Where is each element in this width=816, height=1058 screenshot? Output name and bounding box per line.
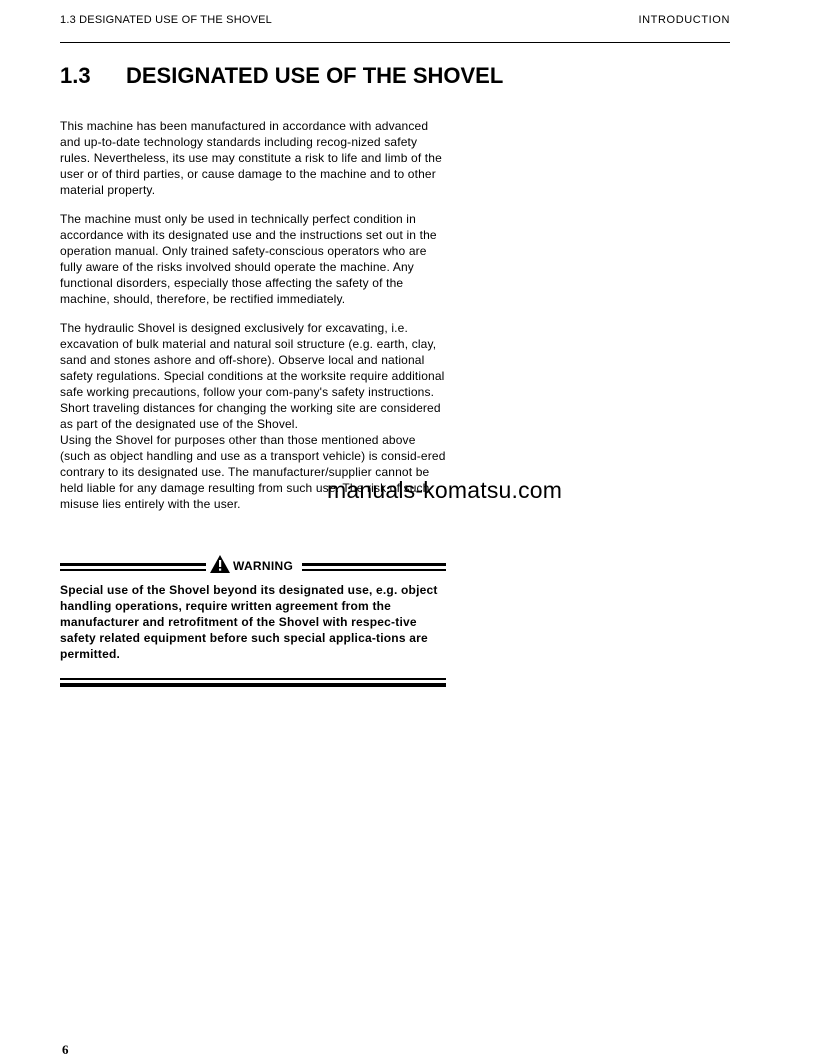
warning-rule-right bbox=[302, 563, 446, 573]
warning-text: Special use of the Shovel beyond its designated use, e.g. object handling operations, require written agreement from the manufacturer and retrofitment of the Shovel with respec-tive safety related equipment before such special applica-tions are permitted. bbox=[60, 583, 438, 661]
warning-triangle-icon bbox=[210, 555, 230, 576]
warning-label bbox=[210, 555, 293, 576]
header-divider bbox=[60, 42, 730, 43]
watermark: manuals-komatsu.com bbox=[327, 477, 563, 503]
warning-header bbox=[60, 555, 446, 573]
paragraph: The hydraulic Shovel is designed exclusively for excavating, i.e. excavation of bulk material and natural soil structure (e.g. earth, clay, sand and stones ashore and off-shore). Observe local and national safety regulations. Special conditions at the worksite require additional safe working precautions, follow your com-pany's safety instructions. Short traveling distances for changing the working site are considered as part of the designated use of the Shovel. bbox=[60, 321, 445, 431]
body-text bbox=[60, 118, 446, 512]
running-header-chapter: INTRODUCTION bbox=[638, 14, 730, 26]
running-header-section: 1.3 DESIGNATED USE OF THE SHOVEL bbox=[60, 14, 272, 26]
warning-rule-left bbox=[60, 563, 206, 573]
page-number: 6 bbox=[62, 1042, 69, 1057]
section-number: 1.3 bbox=[60, 63, 91, 88]
warning-box bbox=[60, 555, 446, 688]
paragraph: This machine has been manufactured in accordance with advanced and up-to-date technology standards including recog-nized safety rules. Nevertheless, its use may constitute a risk to life and limb of the user or of third parties, or cause damage to the machine and to other material property. bbox=[60, 119, 442, 197]
paragraph: The machine must only be used in technically perfect condition in accordance with its designated use and the instructions set out in the operation manual. Only trained safety-conscious operators who are fully aware of the risks involved should operate the machine. Any functional disorders, especially those affecting the safety of the machine, should, therefore, be rectified immediately. bbox=[60, 212, 437, 306]
running-header bbox=[60, 14, 730, 30]
paragraph: Using the Shovel for purposes other than those mentioned above (such as object handling and use as a transport vehicle) is consid-ered contrary to its designated use. The manufacturer/supplier cannot be held liable for any damage resulting from such use. The risk of such misuse lies entirely with the user. bbox=[60, 433, 446, 511]
warning-label-text: WARNING bbox=[233, 558, 294, 573]
section-title bbox=[60, 63, 503, 89]
warning-footer-rule bbox=[60, 678, 446, 688]
section-title-text: DESIGNATED USE OF THE SHOVEL bbox=[126, 63, 504, 88]
